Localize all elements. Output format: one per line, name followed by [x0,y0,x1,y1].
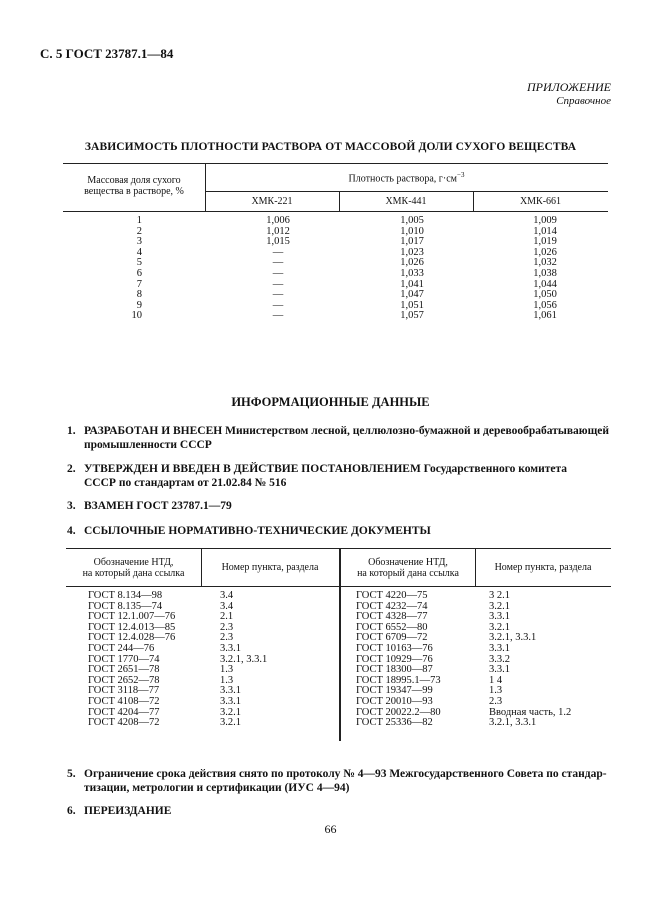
density-cell: 1,026 [400,257,424,269]
density-cell: 1,010 [400,225,424,237]
ntd-designation-cell: ГОСТ 1770—74 [88,653,160,665]
density-cell: 1,051 [400,299,424,311]
page-header: С. 5 ГОСТ 23787.1—84 [40,46,174,61]
ntd-designation-cell: ГОСТ 4204—77 [88,706,160,718]
header-ntd-left [66,557,201,579]
clause-number-cell: 3.3.1 [220,642,241,654]
clause-number-cell: 3.2.1 [220,717,241,729]
ntd-designation-cell: ГОСТ 3118—77 [88,685,160,697]
header-ntd-right [341,557,475,579]
left-refs-column [220,591,267,729]
item-text-line: ВЗАМЕН ГОСТ 23787.1—79 [84,500,232,512]
table-top-rule [63,163,608,164]
right-docs-column [356,591,441,729]
ntd-designation-cell: ГОСТ 20022.2—80 [356,706,441,718]
ntd-designation-cell: ГОСТ 12.4.028—76 [88,632,176,644]
ntd-designation-cell: ГОСТ 244—76 [88,642,155,654]
clause-number-cell: 3.3.1 [489,642,510,654]
info-title: ИНФОРМАЦИОННЫЕ ДАННЫЕ [231,395,430,409]
mass-fraction-cell: 7 [136,278,142,290]
ntd-designation-cell: ГОСТ 25336—82 [356,717,433,729]
ntd-designation-cell: ГОСТ 19347—99 [356,685,433,697]
density-cell: 1,038 [533,267,557,279]
item-text-line: СССР по стандартам от 21.02.84 № 516 [84,477,287,489]
header-clause-left: Номер пункта, раздела [221,562,319,573]
clause-number-cell: 3.3.1 [489,611,510,623]
clause-number-cell: 3.2.1 [220,706,241,718]
clause-number-cell: 3.2.1, 3.3.1 [489,717,537,729]
item-text-line: промышленности СССР [84,439,212,451]
xmk221-column [258,216,298,322]
ntd-designation-cell: ГОСТ 2651—78 [88,664,160,676]
mass-fraction-cell: 9 [136,299,142,311]
xmk441-column [392,216,432,322]
item-text-line: тизации, метрологии и сертификации (ИУС 4—94) [84,782,350,794]
ntd-designation-cell: ГОСТ 20010—93 [356,695,433,707]
item-number: 5. [67,768,76,780]
ntd-designation-cell: ГОСТ 2652—78 [88,674,160,686]
density-cell: 1,026 [533,246,557,258]
item-3 [67,499,612,513]
item-6 [67,804,612,818]
item-4 [67,524,612,538]
density-cell: 1,009 [533,215,557,226]
clause-number-cell: 3.4 [220,590,234,601]
ntd-designation-cell: ГОСТ 4108—72 [88,695,160,707]
clause-number-cell: 3 2.1 [489,590,510,601]
ntd-designation-cell: ГОСТ 12.4.013—85 [88,621,176,633]
item-text-line: ПЕРЕИЗДАНИЕ [84,805,172,817]
mass-fraction-cell: 1 [136,215,142,226]
clause-number-cell: 3.2.1, 3.3.1 [489,632,537,644]
clause-number-cell: 3.3.2 [489,653,510,665]
density-cell: 1,017 [400,236,424,248]
mass-fraction-cell: 3 [136,236,142,248]
header-line: Обозначение НТД, [93,557,174,568]
density-cell: 1,056 [533,299,557,311]
density-cell: — [272,289,284,301]
ntd-designation-cell: ГОСТ 4328—77 [356,611,428,623]
appendix-title: ПРИЛОЖЕНИЕ [527,80,611,94]
item-text-line: РАЗРАБОТАН И ВНЕСЕН Министерством лесной, целлюлозно-бумажной и деревообрабатывающей [84,425,610,437]
item-text-line: УТВЕРЖДЕН И ВВЕДЕН В ДЕЙСТВИЕ ПОСТАНОВЛЕНИЕМ Государственного комитета [84,463,568,475]
header-bottom-rule [63,211,608,212]
clause-number-cell: 1.3 [220,674,234,686]
clause-number-cell: 3.2.1 [489,600,510,612]
clause-number-cell: 1.3 [220,664,234,676]
mass-fraction-cell: 5 [136,257,142,269]
density-cell: 1,023 [400,246,424,258]
clause-number-cell: 2.3 [220,621,234,633]
ntd-designation-cell: ГОСТ 4220—75 [356,590,428,601]
density-cell: 1,012 [266,225,290,237]
ntd-designation-cell: ГОСТ 10163—76 [356,642,433,654]
density-cell: 1,061 [533,310,557,322]
right-refs-column [489,591,571,729]
header-line: Массовая доля сухого [87,175,181,186]
ntd-designation-cell: ГОСТ 8.134—98 [88,590,163,601]
item-number: 1. [67,425,76,437]
left-docs-column [88,591,175,729]
sub-header-xmk661: ХМК-661 [519,196,562,207]
clause-number-cell: 3.2.1 [489,621,510,633]
mass-column [118,216,142,322]
density-cell: 1,050 [533,289,557,301]
group-header-text: Плотность раствора, г·см [348,173,457,185]
ntd-designation-cell: ГОСТ 10929—76 [356,653,433,665]
group-header-exponent: −3 [457,171,465,179]
clause-number-cell: 3.4 [220,600,234,612]
density-cell: 1,032 [533,257,557,269]
item-number: 2. [67,463,76,475]
header-clause-right: Номер пункта, раздела [494,562,592,573]
item-5 [67,767,612,795]
density-cell: 1,044 [533,278,557,290]
clause-number-cell: 3.3.1 [220,685,241,697]
density-cell: 1,047 [400,289,424,301]
ntd-designation-cell: ГОСТ 12.1.007—76 [88,611,176,623]
density-table-title: ЗАВИСИМОСТЬ ПЛОТНОСТИ РАСТВОРА ОТ МАССОВОЙ ДОЛИ СУХОГО ВЕЩЕСТВА [84,141,577,153]
mass-fraction-header [63,175,205,197]
item-number: 4. [67,525,76,537]
density-cell: 1,019 [533,236,557,248]
density-cell: 1,014 [533,225,557,237]
sub-header-xmk441: ХМК-441 [385,196,427,207]
ntd-designation-cell: ГОСТ 6709—72 [356,632,428,644]
ntd-designation-cell: ГОСТ 6552—80 [356,621,428,633]
group-header-rule [205,191,608,192]
header-line: вещества в растворе, % [84,186,184,197]
header-line: на который дана ссылка [357,568,459,579]
mass-fraction-cell: 4 [136,246,142,258]
density-cell: 1,006 [266,215,290,226]
clause-number-cell: 3.2.1, 3.3.1 [220,653,268,665]
clause-number-cell: 3.3.1 [489,664,510,676]
appendix-subtitle: Справочное [556,95,611,107]
density-cell: 1,033 [400,267,424,279]
header-line: Обозначение НТД, [368,557,448,568]
density-cell: — [272,267,284,279]
density-cell: 1,005 [400,215,424,226]
ntd-designation-cell: ГОСТ 4232—74 [356,600,428,612]
density-cell: — [272,278,284,290]
item-number: 3. [67,500,76,512]
clause-number-cell: 1.3 [489,685,503,697]
clause-number-cell: 1 4 [489,674,503,686]
item-1 [67,424,612,452]
density-cell: — [272,310,284,322]
density-cell: — [272,299,284,311]
mass-fraction-cell: 10 [131,310,142,322]
appendix-label [527,80,611,107]
xmk661-column [525,216,565,322]
clause-number-cell: Вводная часть, 1.2 [489,706,572,718]
item-text-line: Ограничение срока действия снято по протоколу № 4—93 Межгосударственного Совета по стандар- [84,768,607,780]
density-cell: — [272,246,284,258]
clause-number-cell: 2.1 [220,611,234,623]
ntd-designation-cell: ГОСТ 8.135—74 [88,600,163,612]
density-group-header [205,171,608,184]
clause-number-cell: 2.3 [489,695,503,707]
sub-header-xmk221: ХМК-221 [251,196,293,207]
clause-number-cell: 2.3 [220,632,234,644]
mass-fraction-cell: 6 [136,267,142,279]
mass-fraction-cell: 2 [136,225,142,237]
ntd-designation-cell: ГОСТ 4208—72 [88,717,160,729]
density-cell: 1,041 [400,278,424,290]
ntd-designation-cell: ГОСТ 18300—87 [356,664,433,676]
item-number: 6. [67,805,76,817]
density-cell: 1,057 [400,310,424,322]
density-cell: 1,015 [266,236,290,248]
density-cell: — [272,257,284,269]
item-text-line: ССЫЛОЧНЫЕ НОРМАТИВНО-ТЕХНИЧЕСКИЕ ДОКУМЕНТЫ [84,525,431,537]
clause-number-cell: 3.3.1 [220,695,241,707]
header-line: на который дана ссылка [82,568,185,579]
page-number: 66 [324,822,337,836]
ntd-designation-cell: ГОСТ 18995.1—73 [356,674,441,686]
item-2 [67,462,612,490]
mass-fraction-cell: 8 [136,289,142,301]
